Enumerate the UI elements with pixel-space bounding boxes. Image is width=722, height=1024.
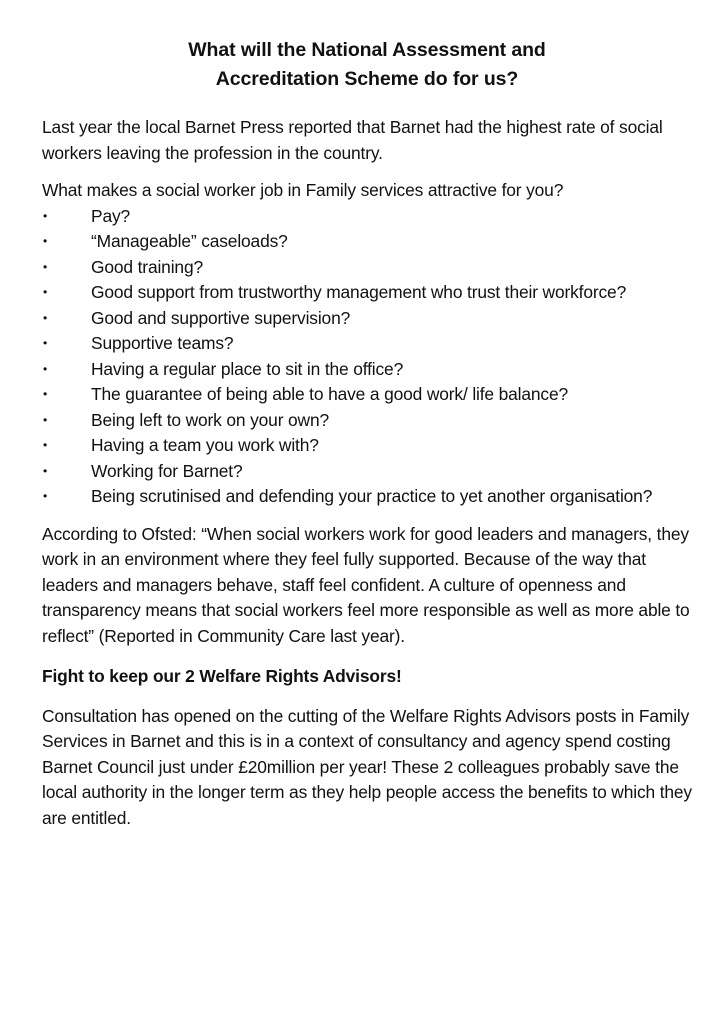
intro-paragraph: Last year the local Barnet Press reported that Barnet had the highest rate of social workers leaving the profession in the country. — [42, 117, 663, 163]
bullet-icon: • — [43, 361, 48, 376]
list-item-text: Supportive teams? — [91, 333, 234, 353]
list-item — [42, 459, 692, 485]
list-item — [42, 204, 692, 230]
list-item — [42, 331, 692, 357]
bullet-icon: • — [43, 412, 48, 427]
title-line-1: What will the National Assessment and — [188, 39, 546, 61]
title-line-2: Accreditation Scheme do for us? — [215, 68, 519, 90]
bullet-icon: • — [43, 310, 48, 325]
list-item — [42, 382, 692, 408]
list-item — [42, 484, 692, 510]
bullet-icon: • — [43, 336, 48, 350]
list-item — [42, 408, 692, 434]
bullet-icon: • — [43, 234, 48, 248]
list-item-text: Good training? — [91, 256, 203, 277]
list-item — [42, 306, 692, 332]
question-paragraph: What makes a social worker job in Family services attractive for you? — [42, 180, 564, 200]
list-item-text: Working for Barnet? — [91, 460, 243, 481]
list-item-text: Good and supportive supervision? — [91, 307, 351, 328]
section-heading: Fight to keep our 2 Welfare Rights Advisors! — [42, 666, 402, 686]
consultation-paragraph: Consultation has opened on the cutting of the Welfare Rights Advisors posts in Family Services in Barnet and this is in a context of consultancy and agency spend costing Barnet Council just under £20million per year! These 2 colleagues probably save the local authority in the longer term as they help people access the benefits to which they are entitled. — [42, 705, 692, 828]
list-item-text: The guarantee of being able to have a good work/ life balance? — [91, 384, 569, 404]
list-item-text: Having a team you work with? — [91, 435, 319, 455]
bullet-icon: • — [43, 489, 48, 503]
list-item-text: Having a regular place to sit in the office? — [91, 358, 404, 379]
list-item-text: “Manageable” caseloads? — [91, 231, 288, 251]
bullet-list — [42, 204, 692, 510]
list-item — [42, 433, 692, 459]
list-item — [42, 229, 692, 255]
bullet-icon: • — [43, 208, 48, 223]
bullet-icon: • — [43, 463, 48, 478]
document-page — [42, 36, 692, 831]
list-item — [42, 357, 692, 383]
bullet-icon: • — [43, 259, 48, 274]
ofsted-quote-paragraph: According to Ofsted: “When social workers work for good leaders and managers, they work in an environment where they feel fully supported. Because of the way that leaders and managers behave, staff feel confident. A culture of openness and transparency means that social workers feel more responsible as well as more able to reflect” (Reported in Community Care last year). — [42, 523, 690, 646]
list-item-text: Good support from trustworthy management who trust their workforce? — [91, 282, 627, 302]
list-item-text: Being scrutinised and defending your practice to yet another organisation? — [91, 486, 653, 506]
list-item — [42, 280, 692, 306]
list-item-text: Pay? — [91, 205, 131, 226]
page-title — [42, 36, 692, 94]
bullet-icon: • — [43, 387, 48, 401]
bullet-icon: • — [43, 438, 48, 452]
bullet-icon: • — [43, 285, 48, 299]
list-item — [42, 255, 692, 281]
list-item-text: Being left to work on your own? — [91, 409, 329, 430]
